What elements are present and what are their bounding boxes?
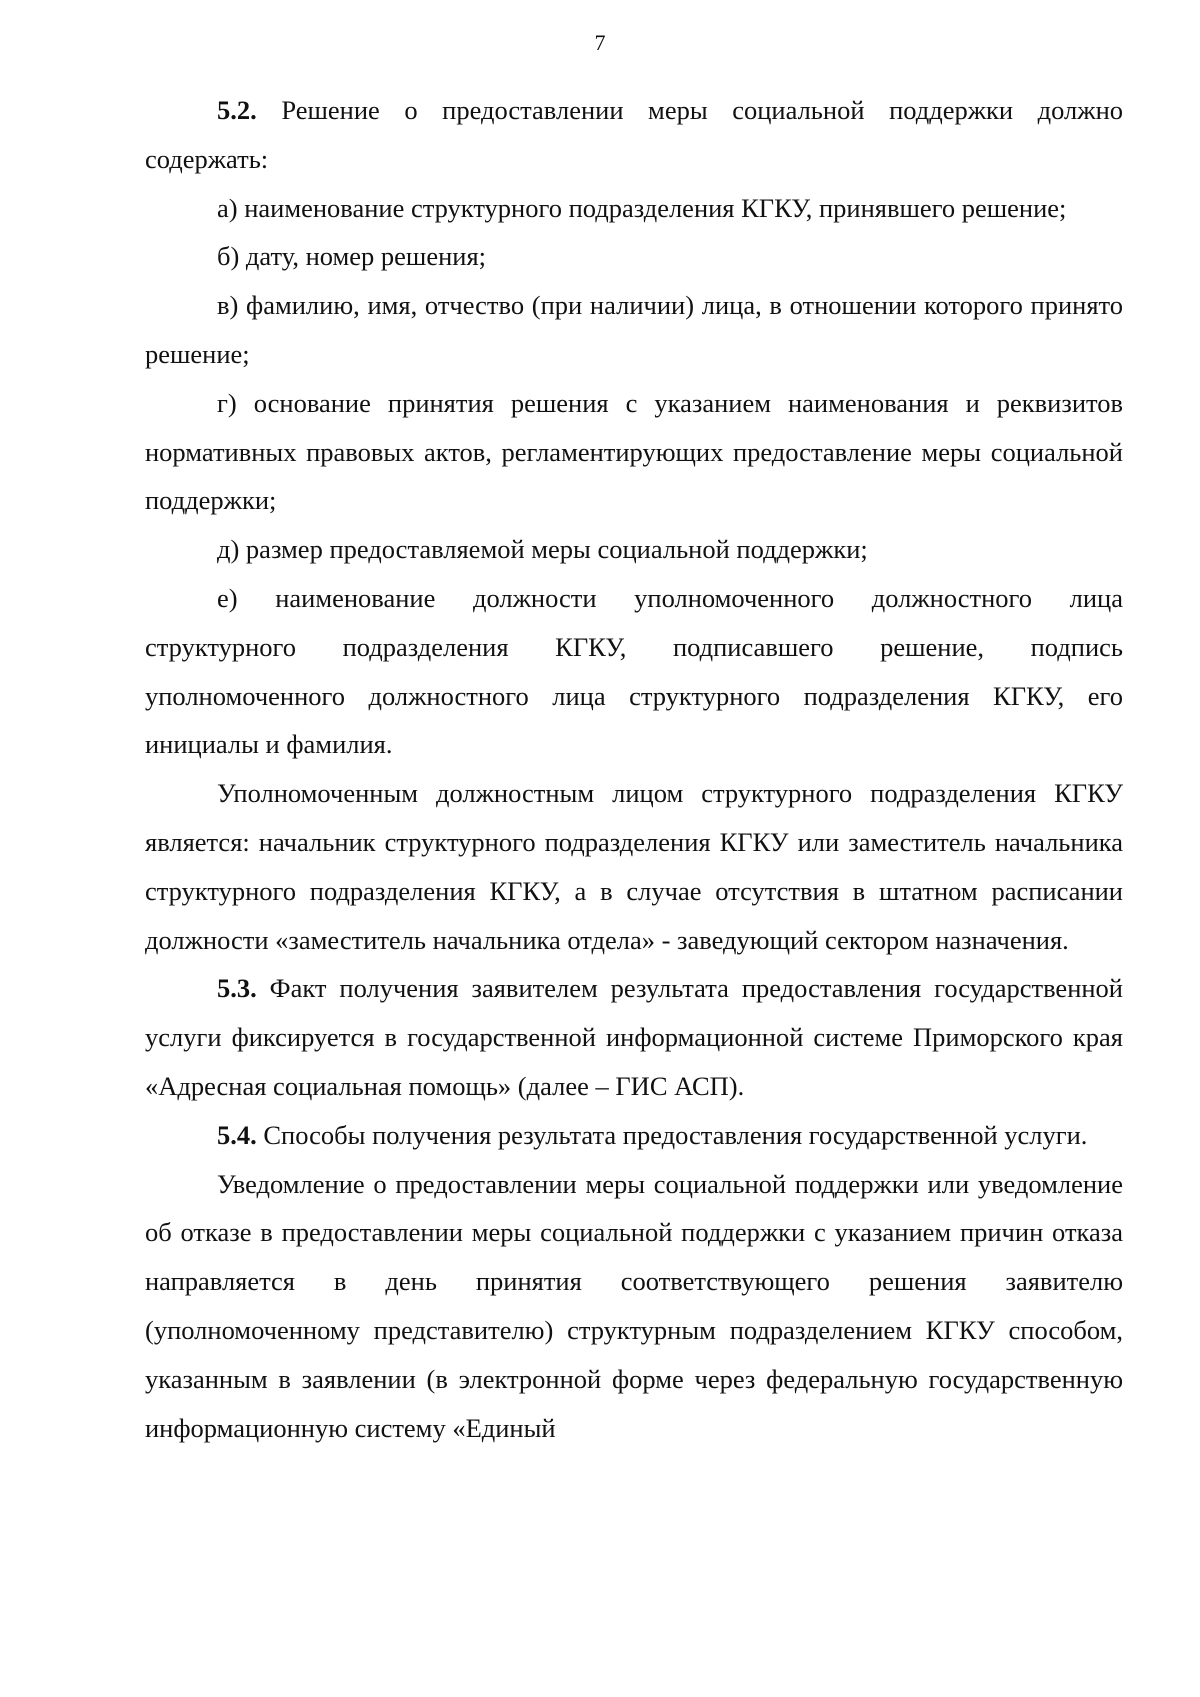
paragraph-item-g [145, 379, 1123, 525]
paragraph-5-3 [145, 964, 1123, 1110]
paragraph-text: а) наименование структурного подразделения КГКУ, принявшего решение; [217, 192, 1067, 223]
paragraph-5-4 [145, 1111, 1123, 1160]
paragraph-text: Уполномоченным должностным лицом структурного подразделения КГКУ является: начальник структурного подразделения КГКУ или заместитель начальника структурного подразделения КГКУ, а в случае отсутствия в штатном расписании должности «заместитель начальника отдела» - заведующий сектором назначения. [145, 778, 1123, 955]
paragraph-authorized-official [145, 769, 1123, 964]
paragraph-item-a [145, 184, 1123, 233]
paragraph-text: в) фамилию, имя, отчество (при наличии) лица, в отношении которого принято решение; [145, 290, 1123, 369]
paragraph-text: е) наименование должности уполномоченного должностного лица структурного подразделения КГКУ, подписавшего решение, подпись уполномоченного должностного лица структурного подразделения КГКУ, его инициалы и фамилия. [145, 582, 1123, 760]
paragraph-text: Факт получения заявителем результата предоставления государственной услуги фиксируется в государственной информационной системе Приморского края «Адресная социальная помощь» (далее – ГИС АСП). [145, 973, 1123, 1101]
page-number: 7 [594, 30, 606, 55]
paragraph-5-2 [145, 86, 1123, 184]
paragraph-text: Решение о предоставлении меры социальной поддержки должно содержать: [145, 95, 1123, 174]
paragraph-item-d [145, 525, 1123, 574]
section-number: 5.3. [217, 973, 257, 1004]
paragraph-item-v [145, 281, 1123, 379]
paragraph-notification [145, 1160, 1123, 1453]
paragraph-text: б) дату, номер решения; [217, 241, 486, 272]
document-body [145, 86, 1123, 1452]
paragraph-text: Способы получения результата предоставления государственной услуги. [256, 1119, 1088, 1150]
paragraph-text: Уведомление о предоставлении меры социальной поддержки или уведомление об отказе в предоставлении меры социальной поддержки с указанием причин отказа направляется в день принятия соответствующего решения заявителю (уполномоченному представителю) структурным подразделением КГКУ способом, указанным в заявлении (в электронной форме через федеральную государственную информационную систему «Единый [145, 1168, 1123, 1443]
paragraph-text: г) основание принятия решения с указанием наименования и реквизитов нормативных правовых актов, регламентирующих предоставление меры социальной поддержки; [145, 387, 1123, 516]
section-number: 5.4. [217, 1119, 257, 1150]
paragraph-item-e [145, 574, 1123, 769]
paragraph-text: д) размер предоставляемой меры социальной поддержки; [217, 534, 868, 565]
section-number: 5.2. [217, 95, 257, 125]
paragraph-item-b [145, 232, 1123, 281]
